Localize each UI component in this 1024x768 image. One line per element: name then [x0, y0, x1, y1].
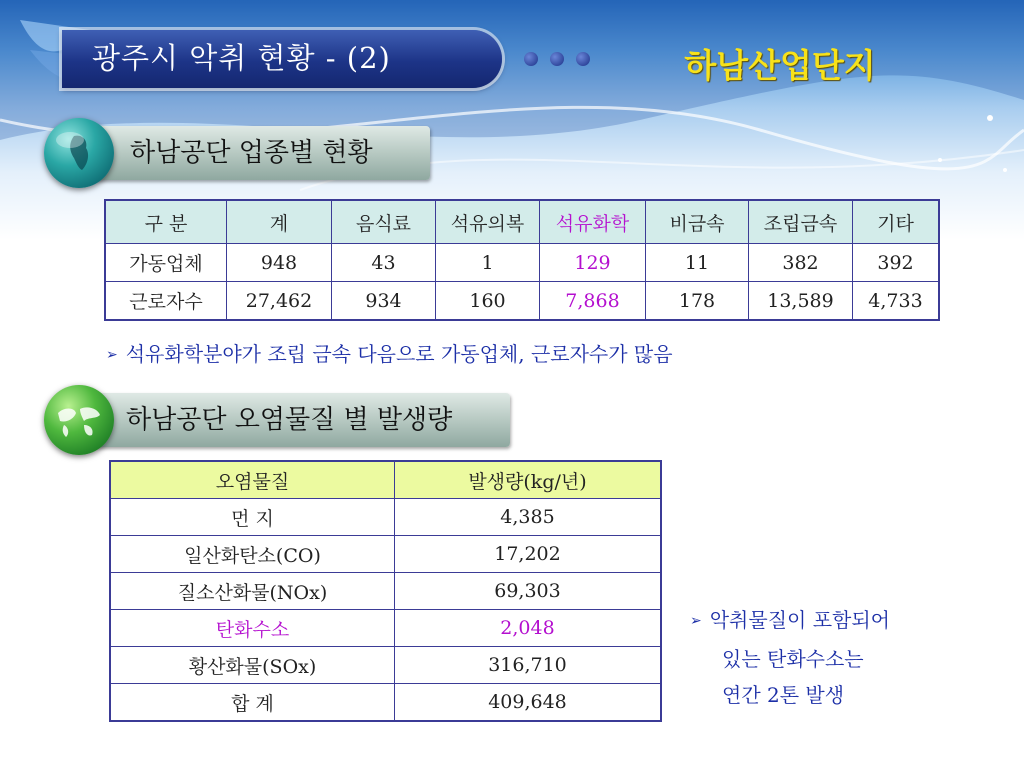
table-cell: 934	[332, 282, 436, 321]
table-cell: 27,462	[227, 282, 332, 321]
table-cell: 69,303	[395, 573, 662, 610]
section2-title: 하남공단 오염물질 별 발생량	[126, 405, 453, 435]
table-cell: 13,589	[749, 282, 853, 321]
table-row	[110, 610, 661, 647]
header-cell: 조립금속	[749, 200, 853, 244]
page-subtitle: 하남산업단지	[684, 46, 876, 85]
table-cell: 43	[332, 244, 436, 282]
row-label: 먼 지	[110, 499, 395, 536]
table-cell: 4,733	[853, 282, 940, 321]
header-cell: 음식료	[332, 200, 436, 244]
row-label: 질소산화물(NOx)	[110, 573, 395, 610]
table-cell: 178	[646, 282, 749, 321]
industry-table	[104, 199, 940, 321]
section2-note-line: 연간 2톤 발생	[722, 683, 845, 707]
pollutant-table	[109, 460, 662, 722]
table-cell: 1	[436, 244, 540, 282]
arrow-bullet-icon: ➢	[106, 347, 118, 363]
table-cell: 392	[853, 244, 940, 282]
row-label: 탄화수소	[110, 610, 395, 647]
table-cell: 409,648	[395, 684, 662, 722]
table-cell: 4,385	[395, 499, 662, 536]
table-cell: 7,868	[540, 282, 646, 321]
arrow-bullet-icon: ➢	[690, 613, 702, 629]
section1-note	[106, 338, 673, 367]
section2-note	[690, 602, 890, 713]
header-cell: 발생량(kg/년)	[395, 461, 662, 499]
header-cell: 석유의복	[436, 200, 540, 244]
table-row	[110, 647, 661, 684]
section2-note-line: 있는 탄화수소는	[722, 647, 864, 671]
table-cell: 160	[436, 282, 540, 321]
header-cell: 비금속	[646, 200, 749, 244]
header-cell: 오염물질	[110, 461, 395, 499]
table-cell: 129	[540, 244, 646, 282]
header-cell: 기타	[853, 200, 940, 244]
row-label: 근로자수	[105, 282, 227, 321]
row-label: 가동업체	[105, 244, 227, 282]
section1-title: 하남공단 업종별 현황	[130, 138, 373, 168]
world-globe-icon	[44, 385, 114, 455]
row-label: 일산화탄소(CO)	[110, 536, 395, 573]
table-cell: 11	[646, 244, 749, 282]
table-cell: 17,202	[395, 536, 662, 573]
table-cell: 2,048	[395, 610, 662, 647]
header-cell: 석유화학	[540, 200, 646, 244]
header-cell: 계	[227, 200, 332, 244]
header-cell: 구 분	[105, 200, 227, 244]
row-label: 황산화물(SOx)	[110, 647, 395, 684]
table-row	[110, 684, 661, 722]
korea-globe-icon	[44, 118, 114, 188]
table-row	[105, 282, 939, 321]
section2-note-line: 악취물질이 포함되어	[709, 608, 890, 632]
section1-note-text: 석유화학분야가 조립 금속 다음으로 가동업체, 근로자수가 많음	[125, 342, 673, 366]
table-header-row	[110, 461, 661, 499]
table-row	[110, 536, 661, 573]
table-header-row	[105, 200, 939, 244]
table-cell: 948	[227, 244, 332, 282]
table-row	[105, 244, 939, 282]
row-label: 합 계	[110, 684, 395, 722]
table-row	[110, 499, 661, 536]
table-cell: 382	[749, 244, 853, 282]
page-title: 광주시 악취 현황 - (2)	[92, 41, 391, 75]
table-cell: 316,710	[395, 647, 662, 684]
table-row	[110, 573, 661, 610]
